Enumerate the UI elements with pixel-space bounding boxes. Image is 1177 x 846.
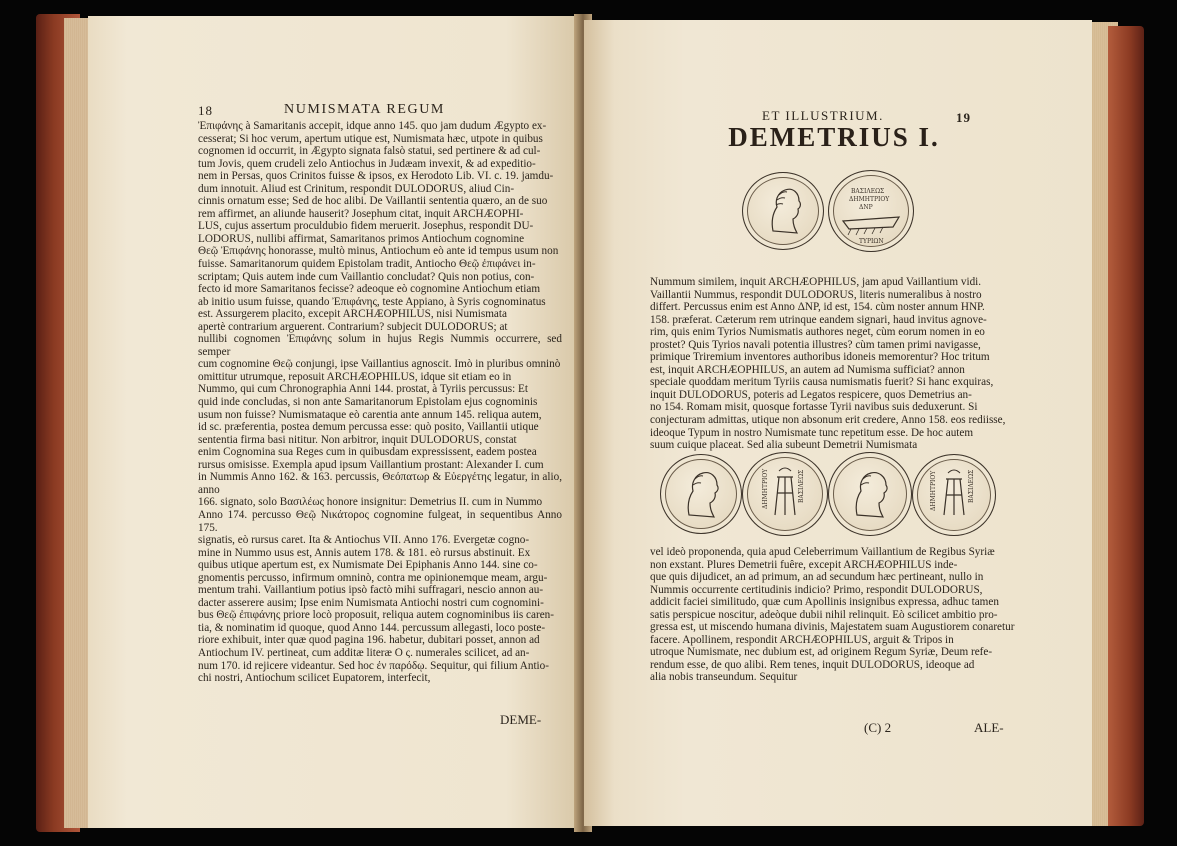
- open-book: [36, 10, 1144, 836]
- right-cover-edge: [1108, 26, 1144, 826]
- text-line: gressa est, ut miscendo humana divinis, Majestatem suam Augustiorem conaretur: [650, 621, 1015, 634]
- text-line: cinnis ornatum esse; Sed de hoc alibi. De Vaillantii sententia quæro, an de suo: [198, 195, 548, 208]
- right-running-head: ET ILLUSTRIUM.: [762, 108, 884, 123]
- right-page: [584, 20, 1092, 826]
- text-line: LODORUS, nullibi affirmat, Samaritanos primos Antiochum cognomine: [198, 232, 525, 245]
- svg-text:ΒΑΣΙΛΕΩΣ: ΒΑΣΙΛΕΩΣ: [798, 469, 805, 503]
- text-line: sententia firma basi nititur. Non arbitror, inquit DULODORUS, constat: [198, 433, 517, 446]
- text-line: ideoque Typum in nostro Numismate tunc repetitum esse. De hoc autem: [650, 426, 974, 439]
- text-line: signatis, eò rursus caret. Ita & Antiochus VII. Anno 176. Evergetæ cogno-: [198, 534, 530, 547]
- text-line: in Nummis Anno 162. & 163. percussis, Θεόπατωρ & Εὐεργέτης legatur, in alio, anno: [198, 471, 562, 496]
- signature-mark: (C) 2: [864, 720, 892, 735]
- text-line: prostet? Quis Tyrios navali potentia illustres? cùm tamen primi navigasse,: [650, 338, 981, 351]
- right-page-number: 19: [956, 110, 971, 125]
- right-body-text-2: [650, 546, 1016, 684]
- text-line: Anno 174. percusso Θεῷ Νικάτορος cognomine fulgeat, in sequentibus Anno 175.: [198, 508, 562, 534]
- text-line: quid inde concludas, si non ante Samaritanorum Epistolam ejus cognominis: [198, 396, 538, 409]
- svg-text:ΔΗΜΗΤΡΙΟΥ: ΔΗΜΗΤΡΙΟΥ: [849, 196, 890, 203]
- text-line: usum non fuisse? Numismataque eò carentia ante annum 145. reliqua autem,: [198, 408, 542, 421]
- text-line: cum cognomine Θεῷ conjungi, ipse Vaillantius agnoscit. Imò in pluribus omninò: [198, 358, 561, 371]
- text-line: fuisse. Samaritanorum quidem Epistolam tradit, Antiocho Θεῷ ἐπιφάνει in-: [198, 258, 536, 271]
- svg-text:ΤΥΡΙΩΝ: ΤΥΡΙΩΝ: [859, 238, 884, 245]
- text-line: chi nostri, Antiochum scilicet Eupatorem, interfecit,: [198, 672, 431, 685]
- svg-text:ΔΗΜΗΤΡΙΟΥ: ΔΗΜΗΤΡΙΟΥ: [930, 470, 937, 511]
- text-line: Vaillantii Nummus, respondit DULODORUS, literis numeralibus à nostro: [650, 288, 982, 301]
- tripod-icon: [944, 479, 964, 515]
- left-body-text: [198, 120, 562, 685]
- tripod-icon: [775, 477, 795, 515]
- text-line: speciale quoddam meritum Tyriis causa numismatis fuerit? Si hanc exquiras,: [650, 376, 994, 389]
- coin-tripod-2: [912, 454, 996, 536]
- text-line: Nummum similem, inquit ARCHÆOPHILUS, jam apud Vaillantium vidi.: [650, 276, 982, 288]
- text-line: est, inquit ARCHÆOPHILUS, an autem ad Numisma sufficiat? annon: [650, 363, 965, 376]
- text-line: LUS, cujus assertum proculdubio fidem meruerit. Josephus, respondit DU-: [198, 220, 534, 233]
- text-line: Ἐπιφάνης à Samaritanis accepit, idque anno 145. quo jam dudum Ægypto ex-: [198, 120, 547, 132]
- section-title: DEMETRIUS I.: [728, 122, 940, 152]
- text-line: cognomen id occurrit, in Ægypto signata falsò statui, sed pertinere & ad cul-: [198, 145, 541, 158]
- left-running-head: NUMISMATA REGUM: [284, 102, 445, 117]
- text-line: suum cuique placeat. Sed alia subeunt Demetrii Numismata: [650, 439, 918, 452]
- text-line: 158. præferat. Cæterum rem utrinque eandem signari, haud invitus agnove-: [650, 313, 987, 326]
- text-line: rem affirmet, an aliunde hauserit? Josephum citat, inquit ARCHÆOPHI-: [198, 207, 524, 220]
- text-line: vel ideò proponenda, quia apud Celeberrimum Vaillantium de Regibus Syriæ: [650, 546, 995, 558]
- text-line: rim, quis enim Tyrios Numismatis authores neget, cùm eorum nomen in eo: [650, 326, 985, 339]
- text-line: omittitur utrumque, reposuit ARCHÆOPHILUS, idque sit etiam eo in: [198, 370, 512, 383]
- text-line: conjecturam admittas, utique non absonum erit credere, Anno 158. eos rediisse,: [650, 414, 1006, 427]
- text-line: mentum trahi. Vaillantium potius ipsò factò mihi suffragari, nescio annon au-: [198, 584, 544, 597]
- text-line: apertè contrarium arguerent. Contrarium? subjecit DULODORUS; at: [198, 320, 508, 333]
- text-line: gnomentis percusso, infirmum omninò, contra me opinionemque meam, argu-: [198, 571, 548, 584]
- text-line: enim Cognomina sua Reges cum in quibusdam expressissent, eadem postea: [198, 446, 537, 459]
- right-catchword: ALE-: [974, 720, 1004, 735]
- text-line: Θεῷ Ἐπιφάνης honorasse, multò minus, Antiochum eò ante id tempus usum non: [198, 245, 559, 258]
- text-line: dacter asserere ausim; Ipse enim Numismata Antiochi nostri cum cognomini-: [198, 596, 544, 609]
- text-line: tia, & nominatim id quoque, quod Anno 144. percussum allegasti, loco poste-: [198, 621, 546, 634]
- galley-ship-icon: [843, 217, 899, 229]
- svg-text:ΒΑΣΙΛΕΩΣ: ΒΑΣΙΛΕΩΣ: [851, 188, 885, 195]
- text-line: riore exhibuit, inter quæ quod pagina 196. habetur, dubitari posset, annon ad: [198, 634, 540, 647]
- left-page: [88, 16, 580, 828]
- text-line: mine in Nummo usus est, Annis autem 178. & 181. eò rursus abstinuit. Ex: [198, 546, 531, 559]
- text-line: scriptam; Quis autem inde cum Vaillantio concludat? Quis non potius, con-: [198, 270, 535, 283]
- text-line: primique Triremium inventores authoribus idoneis memorentur? Hoc tritum: [650, 351, 990, 364]
- text-line: inquit DULODORUS, poteris ad Legatos respicere, quos Demetrius an-: [650, 388, 972, 401]
- text-line: dum innotuit. Aliud est Crinitum, respondit DULODORUS, aliud Cin-: [198, 182, 515, 195]
- text-line: alia nobis transeundum. Sequitur: [650, 671, 798, 684]
- coin-apollo-head-1: [660, 454, 742, 534]
- text-line: bus Θεῷ ἐπιφάνης priore locò proposuit, reliqua autem cognominibus iis caren-: [198, 609, 555, 622]
- text-line: rendum esse, de quo alibi. Rem tenes, inquit DULODORUS, ideoque ad: [650, 658, 975, 671]
- text-line: 166. signato, solo Βασιλέως honore insignitur: Demetrius II. cum in Nummo: [198, 496, 543, 509]
- text-line: nullibi cognomen Ἐπιφάνης solum in hujus Regis Nummis occurrere, sed semper: [198, 333, 562, 358]
- text-line: differt. Percussus enim est Anno ΔΝΡ, id est, 154. cùm noster annum ΗΝΡ.: [650, 301, 985, 314]
- text-line: ab initio usum fuisse, quando Ἐπιφάνης, teste Appiano, à Syris cognominatus: [198, 295, 546, 308]
- text-line: fecto id more Samaritanos fecisse? adeoque eò cognomine Antiochum etiam: [198, 283, 541, 296]
- svg-text:ΔΝΡ: ΔΝΡ: [859, 204, 873, 211]
- text-line: cesserat; Si hoc verum, apertum utique est, Numismata hæc, utpote in quibus: [198, 132, 543, 145]
- right-body-text-1: [650, 276, 1016, 452]
- text-line: Nummis occurrente certitudinis indicio? Primo, respondit DULODORUS,: [650, 583, 983, 596]
- text-line: facere. Apollinem, respondit ARCHÆOPHILUS, arguit & Tripos in: [650, 633, 954, 646]
- coin-apollo-head-2: [828, 452, 912, 536]
- text-line: nem in Persas, quos Crinitos fuisse & ipsos, ex Herodoto Lib. VI. c. 19. jamdu-: [198, 170, 554, 183]
- text-line: que quis dijudicet, an ad primum, an ad secundum hæc pertineant, nullo in: [650, 571, 984, 584]
- text-line: Nummo, qui cum Chronographia Anni 144. prostat, à Tyriis percussus: Et: [198, 383, 528, 396]
- svg-text:ΔΗΜΗΤΡΙΟΥ: ΔΗΜΗΤΡΙΟΥ: [762, 468, 769, 509]
- text-line: satis perspicue noscitur, adeòque dubii nihil relinquit. Eò scilicet ambitio pro-: [650, 608, 998, 621]
- coin-tripod-1: [742, 452, 828, 536]
- text-line: Antiochum IV. pertineat, cum additæ literæ Ο ς. numerales scilicet, ad an-: [198, 646, 530, 659]
- left-catchword: DEME-: [500, 712, 542, 727]
- svg-text:ΒΑΣΙΛΕΩΣ: ΒΑΣΙΛΕΩΣ: [968, 469, 975, 503]
- text-line: est. Assurgerem placito, excepit ARCHÆOPHILUS, nisi Numismata: [198, 308, 507, 321]
- text-line: addicit faciei similitudo, quæ cum Apollinis insignibus expressa, adhuc tamen: [650, 596, 999, 609]
- text-line: utroque Numismate, nec dubium est, ad originem Regum Syriæ, Deum refe-: [650, 646, 993, 659]
- text-line: id sc. præferentia, postea demum percussa esse: quò posito, Vaillantii utique: [198, 421, 539, 434]
- laureate-head-icon: [688, 473, 718, 517]
- left-page-number: 18: [198, 103, 213, 118]
- text-line: non exstant. Plures Demetrii fuêre, excepit ARCHÆOPHILUS inde-: [650, 558, 958, 571]
- text-line: num 170. id rejicere videantur. Sed hoc ἐν παρόδῳ. Sequitur, qui filium Antio-: [198, 659, 549, 672]
- coin-reverse-ship: [828, 170, 914, 252]
- laureate-head-icon: [772, 189, 800, 233]
- coin-obverse-head: [742, 172, 824, 250]
- text-line: rursus omisisse. Exempla apud ipsum Vaillantium prostant: Alexander I. cum: [198, 458, 544, 471]
- text-line: no 154. Romam misit, quosque fortasse Tyrii navibus suis deduxerunt. Si: [650, 401, 978, 414]
- text-line: quibus utique apertum est, ex Numismate Dei Epiphanis Anno 144. sine co-: [198, 559, 538, 572]
- text-line: tum Jovis, quem crudeli zelo Antiochus in Judæam invexit, & ad expeditio-: [198, 157, 536, 170]
- laureate-head-icon: [856, 473, 887, 517]
